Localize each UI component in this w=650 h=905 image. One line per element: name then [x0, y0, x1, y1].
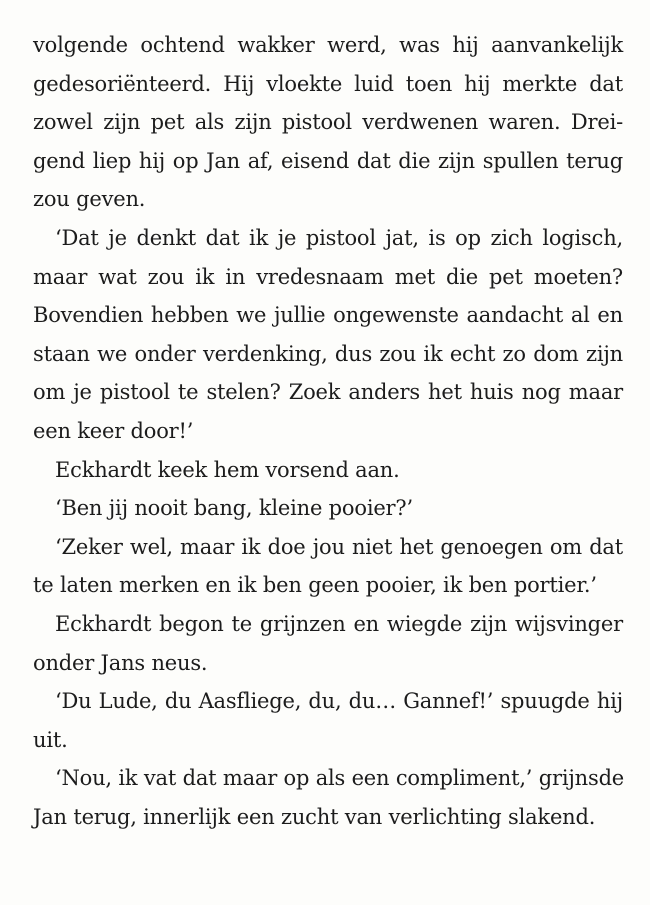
text-line: ‘Dat je denkt dat ik je pistool jat, is op zich logisch,: [55, 225, 623, 250]
text-line: een keer door!’: [33, 418, 194, 443]
text-line: Eckhardt keek hem vorsend aan.: [55, 457, 400, 482]
paragraph: [33, 219, 623, 451]
text-line: onder Jans neus.: [33, 650, 208, 675]
text-line: ‘Zeker wel, maar ik doe jou niet het genoegen om dat: [55, 534, 623, 559]
text-line: uit.: [33, 727, 68, 752]
text-line: ‘Ben jij nooit bang, kleine pooier?’: [55, 496, 413, 521]
text-line: om je pistool te stelen? Zoek anders het huis nog maar: [33, 380, 623, 405]
text-line: gedesoriënteerd. Hij vloekte luid toen hij merkte dat: [33, 71, 623, 96]
text-line: zou geven.: [33, 187, 146, 212]
text-line: staan we onder verdenking, dus zou ik echt zo dom zijn: [33, 341, 623, 366]
text-line: Jan terug, innerlijk een zucht van verlichting slakend.: [33, 804, 596, 829]
paragraph: [33, 528, 623, 605]
text-line: zowel zijn pet als zijn pistool verdwenen waren. Drei-: [33, 110, 623, 135]
text-line: te laten merken en ik ben geen pooier, ik ben portier.’: [33, 573, 597, 598]
paragraph: [33, 759, 623, 836]
text-line: ‘Nou, ik vat dat maar op als een compliment,’ grijnsde: [55, 766, 625, 791]
paragraph: [33, 451, 623, 490]
paragraph: [33, 605, 623, 682]
paragraph: [33, 682, 623, 759]
paragraph: [33, 489, 623, 528]
text-line: maar wat zou ik in vredesnaam met die pet moeten?: [33, 264, 623, 289]
text-line: Eckhardt begon te grijnzen en wiegde zijn wijsvinger: [55, 611, 623, 636]
text-line: volgende ochtend wakker werd, was hij aanvankelijk: [33, 33, 623, 57]
paragraph: [33, 26, 623, 219]
text-line: ‘Du Lude, du Aasfliege, du, du… Gannef!’ spuugde hij: [55, 689, 623, 714]
text-line: Bovendien hebben we jullie ongewenste aandacht al en: [33, 303, 623, 328]
body-text: [33, 26, 623, 836]
text-line: gend liep hij op Jan af, eisend dat die zijn spullen terug: [33, 148, 623, 173]
